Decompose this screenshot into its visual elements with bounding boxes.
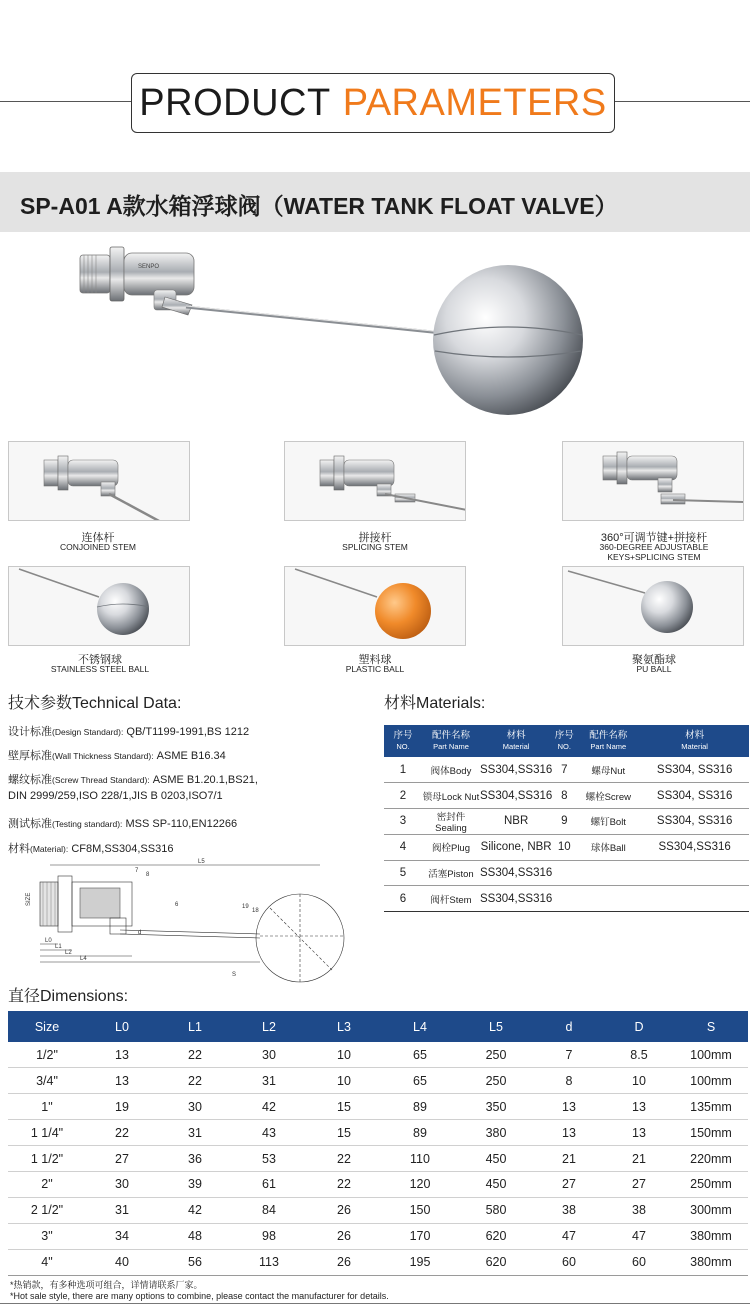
mat-header-part: 配件名称 Part Name bbox=[422, 725, 480, 757]
table-row: 6 阀杆Stem SS304,SS316 bbox=[384, 886, 749, 912]
option-stainless-ball-cn: 不锈钢球 bbox=[78, 654, 122, 666]
dim-header-l1: L1 bbox=[158, 1011, 232, 1042]
drawing-label-d: d bbox=[138, 930, 142, 936]
brand-mark: SENPO bbox=[138, 264, 160, 270]
drawing-label-18: 18 bbox=[252, 908, 259, 914]
footer-rule bbox=[0, 1303, 750, 1304]
dim-header-l2: L2 bbox=[232, 1011, 306, 1042]
dim-header-l4: L4 bbox=[382, 1011, 458, 1042]
option-pu-ball-image bbox=[562, 566, 744, 646]
mat-header-no-2: 序号 NO. bbox=[552, 725, 576, 757]
drawing-label-l5: L5 bbox=[198, 859, 205, 865]
tech-row-wall: 壁厚标准(Wall Thickness Standard): ASME B16.34 bbox=[8, 750, 226, 762]
header-rule-right bbox=[615, 101, 750, 102]
option-stainless-ball-image bbox=[8, 566, 190, 646]
option-conjoined-stem-cn: 连体杆 bbox=[81, 532, 115, 544]
table-row: 5 活塞Piston SS304,SS316 bbox=[384, 860, 749, 886]
table-row: 1/2" 13 22 30 10 65 250 7 8.5 100mm bbox=[8, 1042, 748, 1068]
tech-row-thread-cont: DIN 2999/259,ISO 228/1,JIS B 0203,ISO7/1 bbox=[8, 790, 223, 802]
option-adjustable-keys-cn: 360°可调节键+拼接杆 bbox=[600, 532, 708, 544]
tech-row-design: 设计标准(Design Standard): QB/T1199-1991,BS 1212 bbox=[8, 726, 250, 738]
option-adjustable-keys-image bbox=[562, 441, 744, 521]
option-stainless-ball-en: STAINLESS STEEL BALL bbox=[50, 664, 150, 674]
table-row: 1 阀体Body SS304,SS316 7 螺母Nut SS304, SS316 bbox=[384, 757, 749, 783]
drawing-label-size: SIZE bbox=[26, 892, 32, 906]
technical-drawing bbox=[20, 858, 360, 986]
tech-row-testing: 测试标准(Testing standard): MSS SP-110,EN12266 bbox=[8, 818, 238, 830]
dim-header-s: S bbox=[674, 1011, 748, 1042]
table-row: 1" 19 30 42 15 89 350 13 13 135mm bbox=[8, 1094, 748, 1120]
option-pu-ball-en: PU BALL bbox=[636, 664, 672, 674]
note-cn: *热销款，有多种选项可组合，详情请联系厂家。 bbox=[10, 1280, 203, 1290]
dim-header-d-small: d bbox=[534, 1011, 604, 1042]
option-plastic-ball-image bbox=[284, 566, 466, 646]
table-row: 2 锁母Lock Nut SS304,SS316 8 螺栓Screw SS304, SS316 bbox=[384, 783, 749, 809]
dimensions-table bbox=[8, 1011, 748, 1276]
drawing-label-l0: L0 bbox=[45, 938, 52, 944]
drawing-label-6: 6 bbox=[175, 902, 179, 908]
table-row: 2" 30 39 61 22 120 450 27 27 250mm bbox=[8, 1171, 748, 1197]
table-row: 4 阀栓Plug Silicone, NBR 10 球体Ball SS304,SS316 bbox=[384, 834, 749, 860]
page-title bbox=[131, 73, 615, 133]
option-conjoined-stem-image bbox=[8, 441, 190, 521]
option-splicing-stem-image bbox=[284, 441, 466, 521]
tech-row-material: 材料(Material): CF8M,SS304,SS316 bbox=[8, 843, 174, 855]
option-pu-ball-cn: 聚氨酯球 bbox=[632, 654, 676, 666]
note-en: *Hot sale style, there are many options to combine, please contact the manufacturer for details. bbox=[10, 1291, 389, 1301]
option-adjustable-keys-en: 360-DEGREE ADJUSTABLE bbox=[599, 542, 709, 552]
option-conjoined-stem-en: CONJOINED STEM bbox=[59, 542, 137, 552]
drawing-label-l2: L2 bbox=[65, 950, 72, 956]
materials-table bbox=[384, 725, 749, 912]
table-row: 1 1/2" 27 36 53 22 110 450 21 21 220mm bbox=[8, 1146, 748, 1172]
dimensions-heading: 直径Dimensions: bbox=[8, 988, 129, 1005]
drawing-label-l1: L1 bbox=[55, 944, 62, 950]
mat-header-no: 序号 NO. bbox=[384, 725, 422, 757]
drawing-label-19: 19 bbox=[242, 904, 249, 910]
drawing-label-7: 7 bbox=[135, 868, 139, 874]
drawing-label-l4: L4 bbox=[80, 956, 87, 962]
table-row: 3/4" 13 22 31 10 65 250 8 10 100mm bbox=[8, 1068, 748, 1094]
mat-header-part-2: 配件名称 Part Name bbox=[576, 725, 640, 757]
dim-header-l0: L0 bbox=[86, 1011, 158, 1042]
option-plastic-ball-cn: 塑料球 bbox=[358, 654, 392, 666]
page-title-part1: PRODUCT bbox=[139, 81, 331, 124]
mat-header-material-2: 材料 Material bbox=[640, 725, 749, 757]
option-plastic-ball-en: PLASTIC BALL bbox=[345, 664, 405, 674]
table-row: 2 1/2" 31 42 84 26 150 580 38 38 300mm bbox=[8, 1197, 748, 1223]
table-row: 3" 34 48 98 26 170 620 47 47 380mm bbox=[8, 1223, 748, 1249]
materials-heading: 材料Materials: bbox=[384, 695, 486, 712]
option-adjustable-keys-en2: KEYS+SPLICING STEM bbox=[607, 552, 701, 562]
drawing-label-8: 8 bbox=[146, 872, 150, 878]
header-rule-left bbox=[0, 101, 131, 102]
table-row: 3 密封件Sealing NBR 9 螺钉Bolt SS304, SS316 bbox=[384, 808, 749, 834]
product-title: SP-A01 A款水箱浮球阀（WATER TANK FLOAT VALVE） bbox=[20, 193, 618, 219]
dim-header-l3: L3 bbox=[306, 1011, 382, 1042]
float-valve-main-image bbox=[70, 235, 600, 435]
page-title-part2: PARAMETERS bbox=[342, 81, 607, 124]
table-row: 1 1/4" 22 31 43 15 89 380 13 13 150mm bbox=[8, 1120, 748, 1146]
dim-header-d: D bbox=[604, 1011, 674, 1042]
option-splicing-stem-en: SPLICING STEM bbox=[342, 542, 408, 552]
tech-data-heading: 技术参数Technical Data: bbox=[8, 695, 182, 712]
dim-header-size: Size bbox=[8, 1011, 86, 1042]
table-row: 4" 40 56 113 26 195 620 60 60 380mm bbox=[8, 1249, 748, 1275]
drawing-label-s: S bbox=[232, 972, 237, 978]
mat-header-material: 材料 Material bbox=[480, 725, 552, 757]
tech-row-thread: 螺纹标准(Screw Thread Standard): ASME B1.20.1,BS21, bbox=[8, 774, 258, 786]
option-splicing-stem-cn: 拼接杆 bbox=[358, 532, 392, 544]
dim-header-l5: L5 bbox=[458, 1011, 534, 1042]
